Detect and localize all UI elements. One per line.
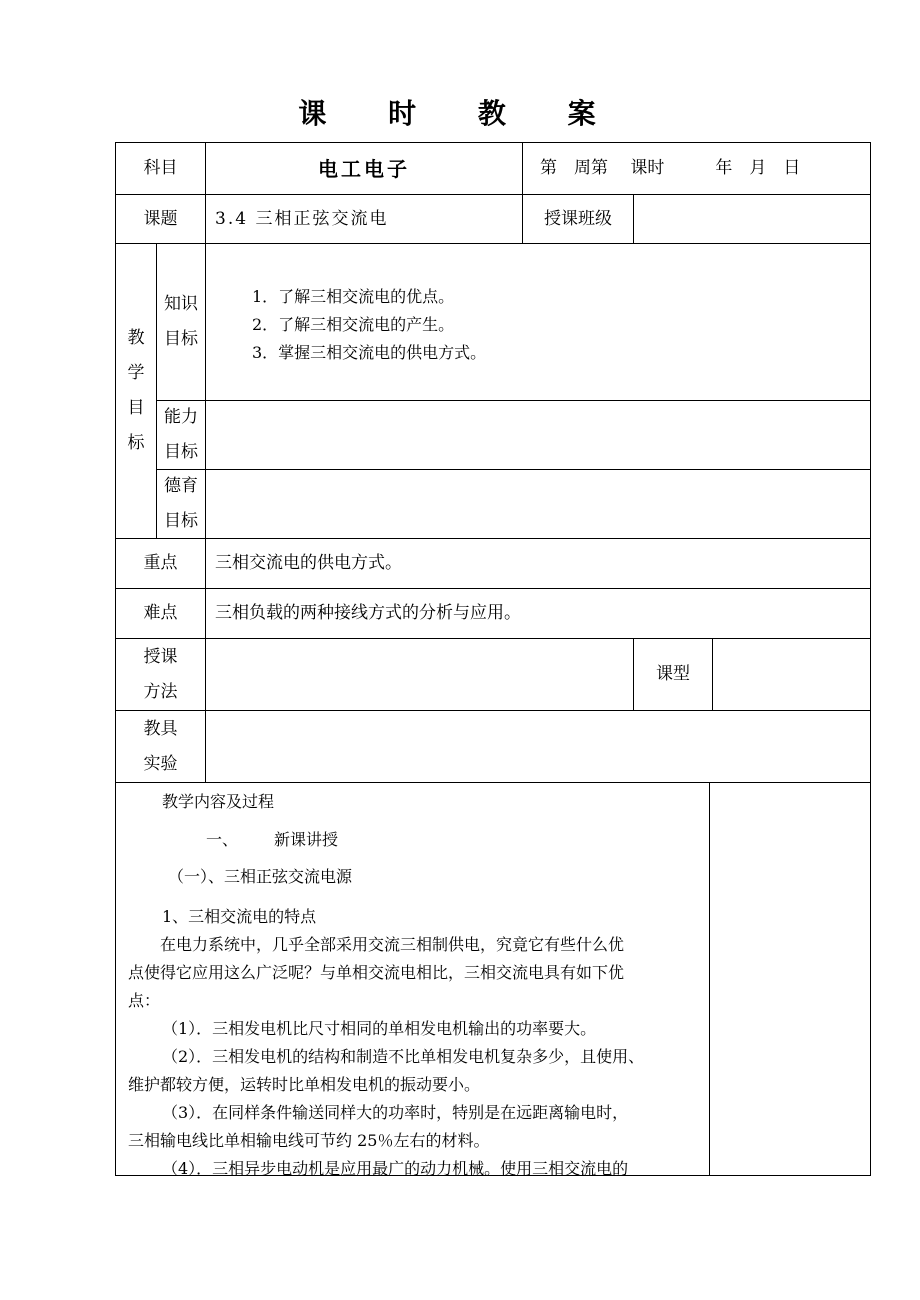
key-point-value: 三相交流电的供电方式。 [215,553,402,574]
class-value [634,195,870,243]
point-line: （1）．三相发电机比尺寸相同的单相发电机输出的功率要大。 [162,1019,597,1038]
point-line: 维护都较方便，运转时比单相发电机的振动要小。 [128,1075,481,1094]
point-line: 三相输电线比单相输电线可节约 25％左右的材料。 [128,1131,490,1150]
list-item: 3．掌握三相交流电的供电方式。 [252,343,487,362]
knowledge-goal-label: 知识 目标 [164,294,198,349]
paragraph-line: 在电力系统中，几乎全部采用交流三相制供电，究竟它有些什么优 [160,935,625,954]
moral-goal-label: 德育 目标 [164,476,198,531]
tools-value [206,711,870,782]
difficulty-label: 难点 [143,603,178,624]
content-heading: 教学内容及过程 [162,792,275,811]
tools-label: 教具 实验 [143,718,178,774]
key-point-label: 重点 [143,553,178,574]
point-line: （2）．三相发电机的结构和制造不比单相发电机复杂多少，且使用、 [162,1047,645,1066]
method-label: 授课 方法 [143,646,178,702]
topic-label: 课题 [143,208,178,229]
difficulty-value: 三相负载的两种接线方式的分析与应用。 [215,603,521,624]
item-title: 1、三相交流电的特点 [162,907,317,926]
knowledge-goal-list [252,283,486,367]
class-label: 授课班级 [544,208,612,229]
point-line: （3）．在同样条件输送同样大的功率时，特别是在远距离输电时， [162,1103,629,1122]
list-item: 2．了解三相交流电的产生。 [252,315,455,334]
teaching-goals-label: 教 学 目 标 [127,328,145,453]
ability-goal-label: 能力 目标 [164,407,198,462]
subsection-title: （一）、三相正弦交流电源 [168,867,353,886]
subject-value: 电工电子 [318,156,410,181]
section-number: 一、 [206,830,239,849]
method-value [206,639,633,710]
lesson-type-label: 课型 [656,664,690,685]
document-title: 课 时 教 案 [298,97,622,130]
point-line: （4）．三相异步电动机是应用最广的动力机械。使用三相交流电的 [162,1159,629,1178]
section-title: 新课讲授 [274,830,339,849]
lesson-type-value [713,639,870,710]
subject-label: 科目 [143,158,178,179]
schedule-info: 第 周第 课时 年 月 日 [540,158,801,179]
topic-value: 3.4 三相正弦交流电 [215,208,389,229]
list-item: 1．了解三相交流电的优点。 [252,287,455,306]
paragraph-line: 点： [128,991,161,1010]
paragraph-line: 点使得它应用这么广泛呢？与单相交流电相比，三相交流电具有如下优 [128,963,625,982]
